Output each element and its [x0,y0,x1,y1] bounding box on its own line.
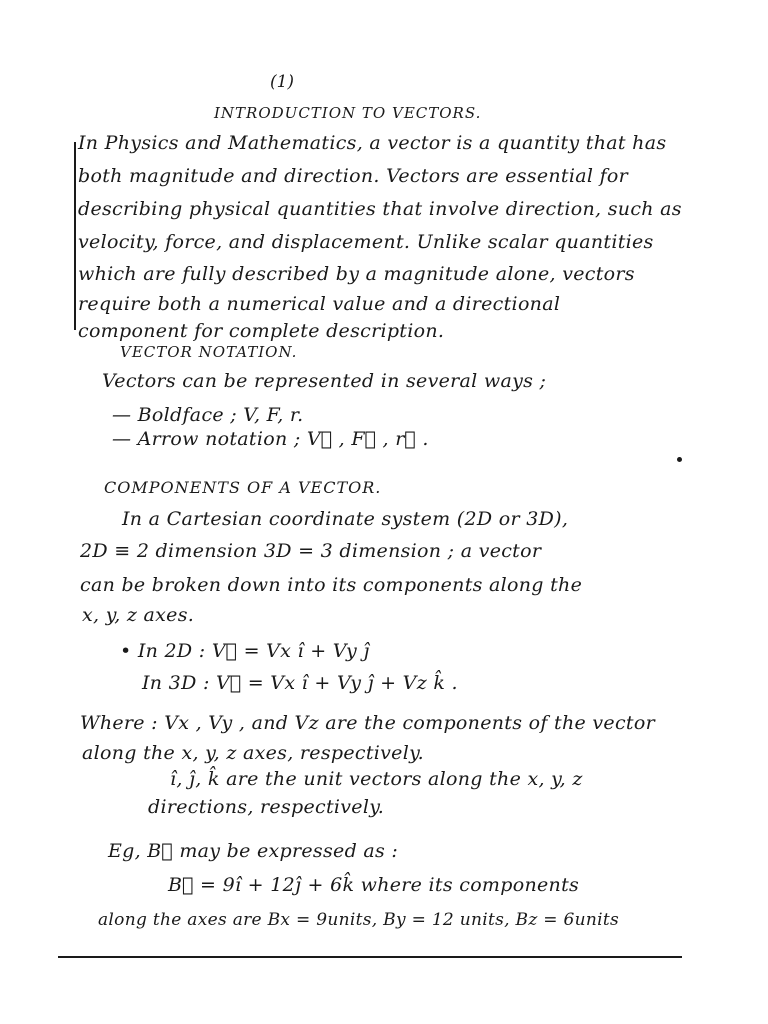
example-line-2: B⃗ = 9î + 12ĵ + 6k̂ where its components [168,874,580,896]
components-line-10: directions, respectively. [148,796,385,818]
bottom-rule [58,956,682,958]
components-line-7: Where : Vx , Vy , and Vz are the components of the vector [80,712,655,734]
components-line-4: x, y, z axes. [82,604,195,626]
intro-line-7: component for complete description. [78,320,445,342]
page-title: INTRODUCTION TO VECTORS. [214,104,482,122]
page-number: (1) [269,72,295,92]
notation-heading: VECTOR NOTATION. [120,343,298,361]
components-line-3: can be broken down into its components along the [80,574,583,596]
notation-line-3: — Arrow notation ; V⃗ , F⃗ , r⃗ . [112,428,429,450]
notation-line-2: — Boldface ; V, F, r. [112,404,304,426]
intro-line-5: which are fully described by a magnitude alone, vectors [78,263,635,285]
components-line-8: along the x, y, z axes, respectively. [82,742,424,764]
example-line-1: Eg, B⃗ may be expressed as : [108,840,399,862]
components-heading: COMPONENTS OF A VECTOR. [104,478,382,497]
intro-line-2: both magnitude and direction. Vectors are essential for [78,165,629,187]
notation-line-1: Vectors can be represented in several ways ; [102,370,547,392]
intro-line-6: require both a numerical value and a directional [78,293,561,315]
intro-line-4: velocity, force, and displacement. Unlike scalar quantities [78,231,654,253]
equation-3d: In 3D : V⃗ = Vx î + Vy ĵ + Vz k̂ . [142,672,458,694]
stray-dot [677,457,682,462]
margin-bar [74,142,76,330]
intro-line-3: describing physical quantities that involve direction, such as [78,198,682,220]
intro-line-1: In Physics and Mathematics, a vector is a quantity that has [78,132,667,154]
components-line-2: 2D ≡ 2 dimension 3D = 3 dimension ; a vector [80,540,542,562]
equation-2d: • In 2D : V⃗ = Vx î + Vy ĵ [120,640,370,662]
example-line-3: along the axes are Bx = 9units, By = 12 units, Bz = 6units [98,910,620,930]
components-line-9: î, ĵ, k̂ are the unit vectors along the x, y, z [170,768,583,790]
components-line-1: In a Cartesian coordinate system (2D or 3D), [122,508,569,530]
